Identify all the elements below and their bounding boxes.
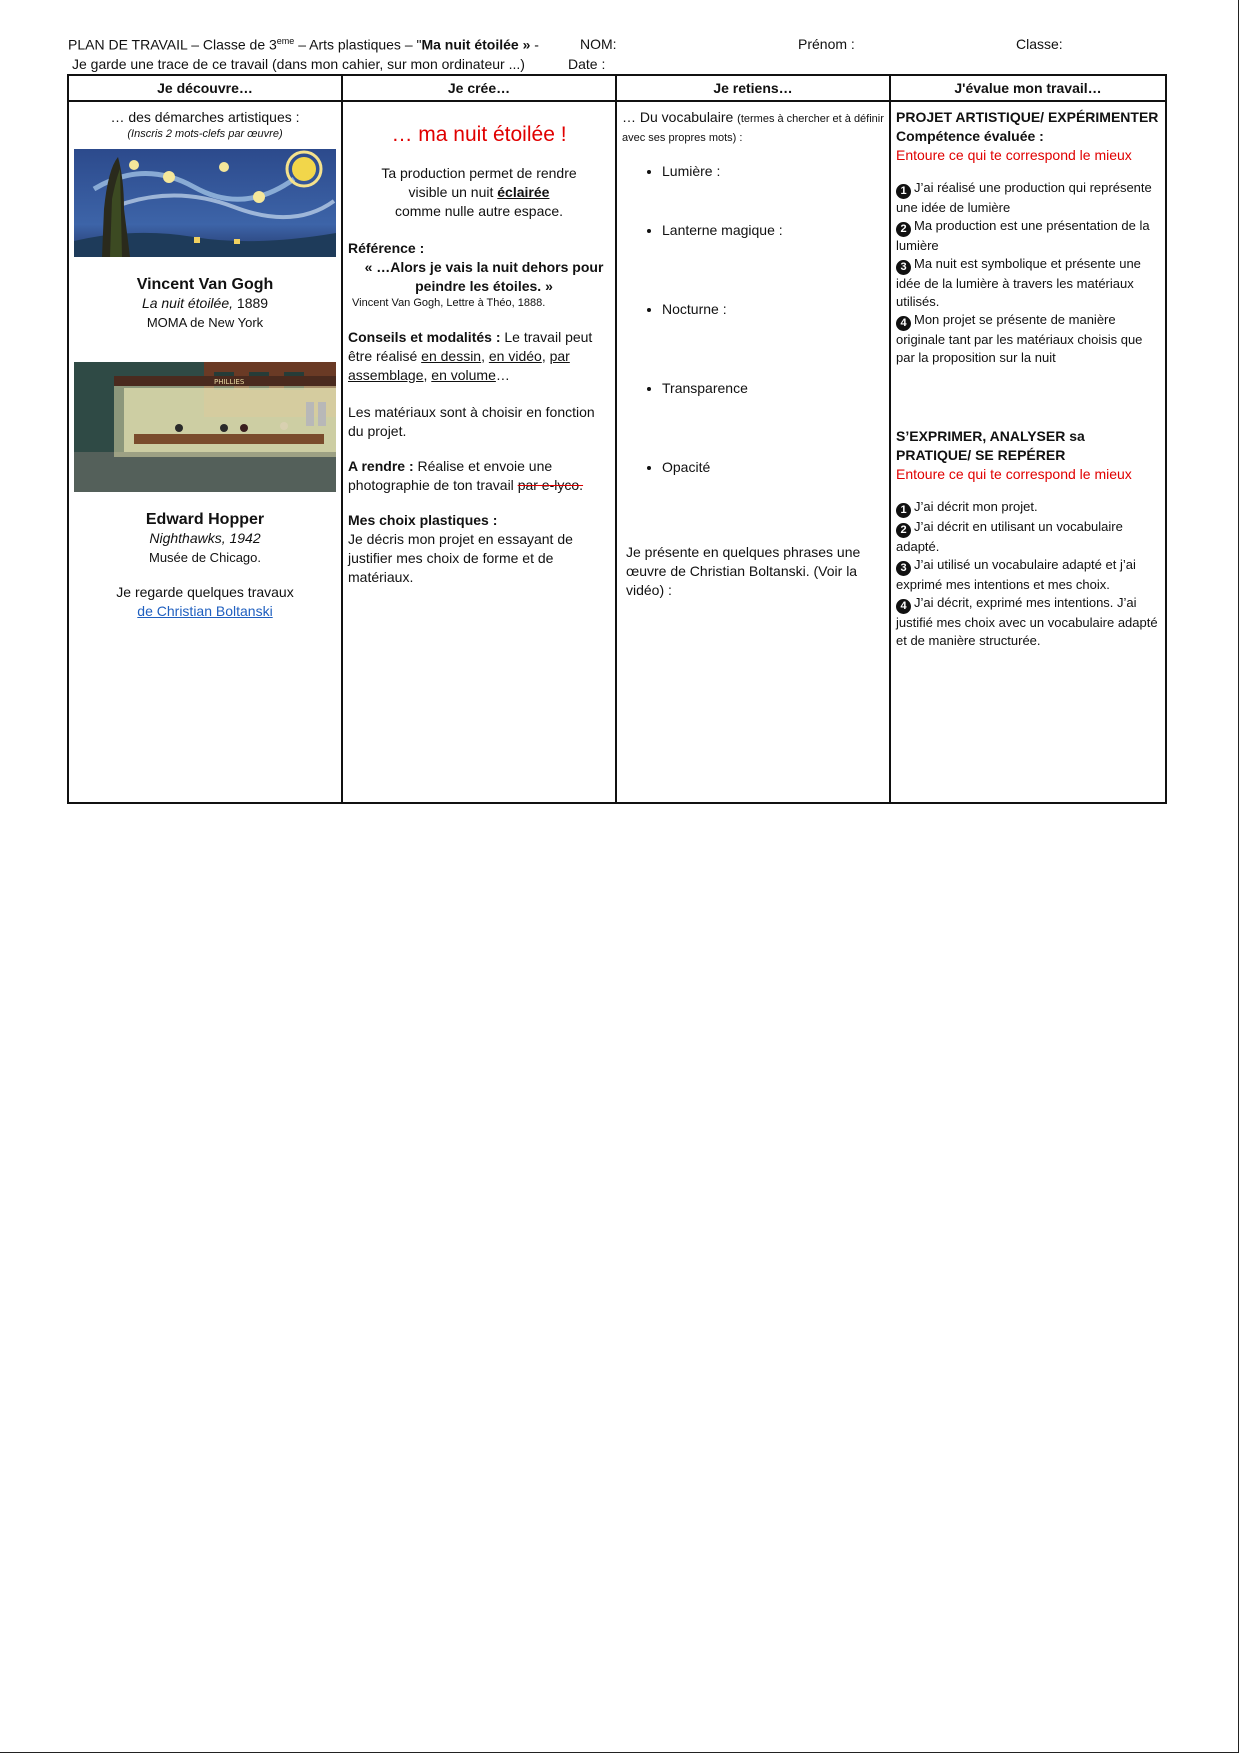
boltanski-link[interactable]: de Christian Boltanski <box>137 603 273 619</box>
eval-item[interactable]: 2 Ma production est une présentation de la lumière <box>896 218 1150 253</box>
cell-decouvre <box>68 101 342 803</box>
eval-item[interactable]: 1 J’ai réalisé une production qui représente une idée de lumière <box>896 180 1152 215</box>
vocab-term: • Transparence <box>662 379 884 398</box>
artwork-2-caption: Nighthawks, 1942 <box>149 530 261 546</box>
starry-night-image <box>74 149 336 257</box>
section-1-items <box>896 179 1160 367</box>
choix-text: Je décris mon projet en essayant de justifier mes choix de forme et de matériaux. <box>348 531 573 585</box>
classe-label: Classe: <box>1016 36 1063 52</box>
eval-item[interactable]: 3 J’ai utilisé un vocabulaire adapté et j’ai exprimé mes intentions et mes choix. <box>896 557 1136 592</box>
choix-label: Mes choix plastiques : <box>348 512 498 528</box>
vocab-term: • Nocturne : <box>662 300 884 319</box>
header <box>68 36 1168 74</box>
vocab-term: • Opacité <box>662 458 884 477</box>
demarches-intro: … des démarches artistiques : <box>110 109 300 125</box>
eval-item[interactable]: 1 J’ai décrit mon projet. <box>896 498 1160 518</box>
artist-hopper: Edward Hopper <box>145 511 265 528</box>
section-1-title: PROJET ARTISTIQUE/ EXPÉRIMENTER <box>896 109 1159 125</box>
worksheet-title: PLAN DE TRAVAIL – Classe de 3eme – Arts plastiques – "Ma nuit étoilée » - <box>68 36 539 53</box>
artwork-2-museum: Musée de Chicago. <box>148 550 261 565</box>
cell-retiens <box>616 101 890 803</box>
nighthawks-image <box>74 362 336 492</box>
section-2-items <box>896 498 1160 650</box>
work-plan-table <box>67 74 1167 804</box>
quote-source: Vincent Van Gogh, Lettre à Théo, 1888. <box>352 297 546 309</box>
reference-label: Référence : <box>348 240 425 256</box>
eval-item[interactable]: 4 Mon projet se présente de manière originale tant par les matériaux choisis que par la proposition sur la nuit <box>896 312 1143 365</box>
reference-quote: « …Alors je vais la nuit dehors pour peindre les étoiles. » <box>364 259 604 294</box>
cell-evalue <box>890 101 1166 803</box>
header-line-1 <box>68 36 1168 56</box>
eval-item[interactable]: 3 Ma nuit est symbolique et présente une idée de la lumière à travers les matériaux utilisés. <box>896 256 1141 309</box>
column-header-cree: Je crée… <box>342 75 616 101</box>
prenom-label: Prénom : <box>798 36 855 52</box>
rendre-block: A rendre : Réalise et envoie une photographie de ton travail par e-lyco. <box>348 458 584 493</box>
section-2-title: S’EXPRIMER, ANALYSER sa PRATIQUE/ SE REPÉRER <box>896 428 1085 463</box>
section-2-instruction: Entoure ce qui te correspond le mieux <box>896 466 1132 482</box>
boltanski-prompt: Je présente en quelques phrases une œuvre de Christian Boltanski. (Voir la vidéo) : <box>626 544 861 598</box>
vocab-list <box>622 162 884 477</box>
column-header-evalue: J'évalue mon travail… <box>890 75 1166 101</box>
header-line-2 <box>68 56 1168 74</box>
project-title: … ma nuit étoilée ! <box>391 123 567 146</box>
trace-instruction: Je garde une trace de ce travail (dans mon cahier, sur mon ordinateur ...) <box>72 56 525 72</box>
section-1-competence: Compétence évaluée : <box>896 128 1044 144</box>
conseils-block: Conseils et modalités : Le travail peut être réalisé en dessin, en vidéo, par assemblage, en volume… <box>348 329 593 383</box>
eval-item[interactable]: 2 J’ai décrit en utilisant un vocabulaire adapté. <box>896 519 1123 554</box>
vocab-intro: … Du vocabulaire (termes à chercher et à définir avec ses propres mots) : <box>622 109 884 144</box>
vocab-term: • Lumière : <box>662 162 884 181</box>
materials-note: Les matériaux sont à choisir en fonction du projet. <box>348 404 595 439</box>
column-header-decouvre: Je découvre… <box>68 75 342 101</box>
eval-item[interactable]: 4 J’ai décrit, exprimé mes intentions. J’ai justifié mes choix avec un vocabulaire adapté et de manière structurée. <box>896 595 1158 648</box>
table-content-row <box>68 101 1166 803</box>
artwork-1-museum: MOMA de New York <box>146 315 264 330</box>
column-header-retiens: Je retiens… <box>616 75 890 101</box>
cell-cree <box>342 101 616 803</box>
project-intro: Ta production permet de rendre visible un nuit éclairée comme nulle autre espace. <box>381 165 577 219</box>
table-header-row <box>68 75 1166 101</box>
boltanski-intro: Je regarde quelques travaux <box>116 584 294 600</box>
vocab-term: • Lanterne magique : <box>662 221 884 240</box>
artwork-1-caption: La nuit étoilée, 1889 <box>141 295 269 311</box>
artist-van-gogh: Vincent Van Gogh <box>136 276 274 293</box>
svg-text:PHILLIES: PHILLIES <box>214 378 245 386</box>
nom-label: NOM: <box>580 36 617 52</box>
section-1-instruction: Entoure ce qui te correspond le mieux <box>896 147 1132 163</box>
keywords-note: (Inscris 2 mots-clefs par œuvre) <box>127 128 283 140</box>
date-label: Date : <box>568 56 606 72</box>
